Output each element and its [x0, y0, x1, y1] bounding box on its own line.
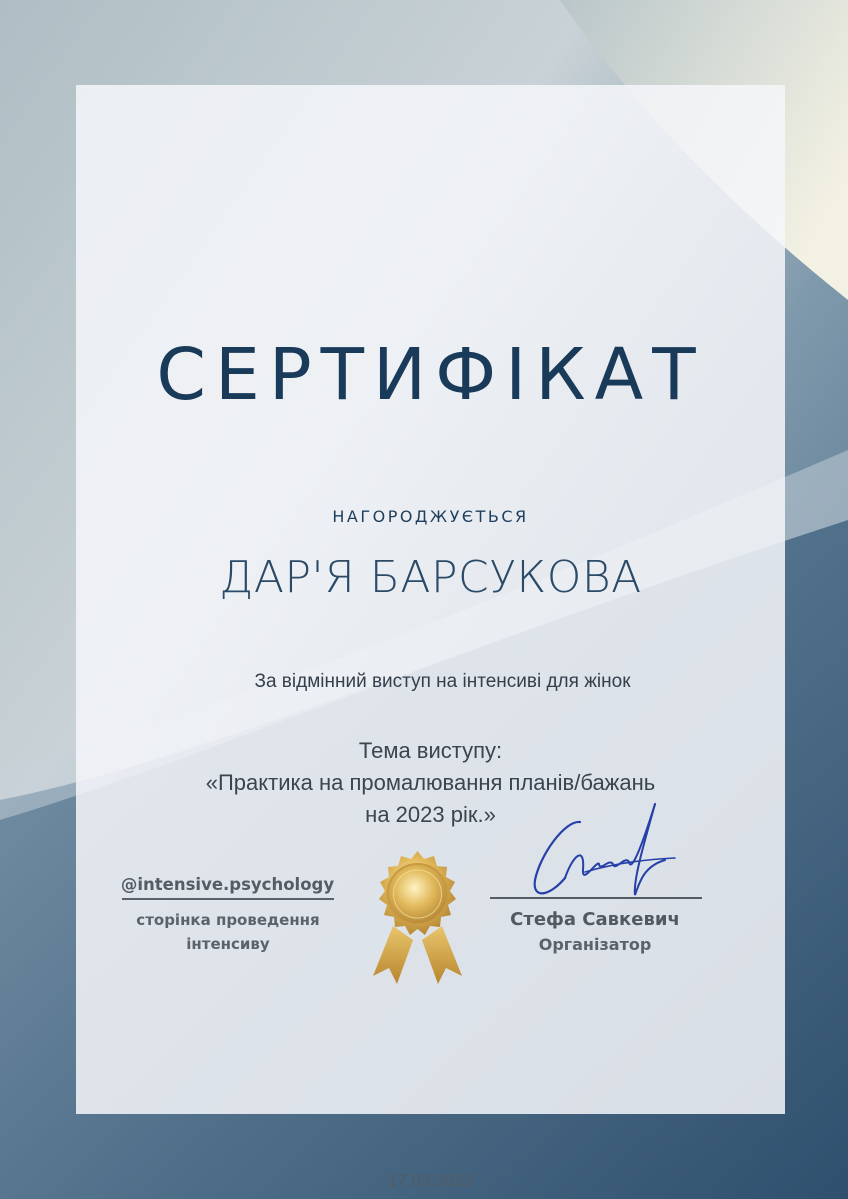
awarded-label: НАГОРОДЖУЄТЬСЯ — [332, 507, 529, 526]
topic-line-1: «Практика на промалювання планів/бажань — [205, 770, 656, 795]
handle-caption-line-1: сторінка проведення — [136, 911, 320, 929]
handle-caption-line-2: інтенсиву — [186, 935, 270, 953]
certificate-title: СЕРТИФІКАТ — [156, 333, 705, 416]
signer-name: Стефа Савкевич — [510, 909, 680, 930]
certificate-date: 17.02.2023 — [387, 1171, 474, 1190]
handle-underline — [122, 898, 334, 900]
handwritten-signature — [505, 800, 690, 910]
signature-line — [490, 897, 702, 899]
organizer-handle: @intensive.psychology — [120, 875, 335, 894]
handle-caption — [118, 908, 338, 956]
recipient-name: ДАР'Я БАРСУКОВА — [219, 552, 642, 603]
topic-label: Тема виступу: — [358, 738, 503, 763]
award-reason: За відмінний виступ на інтенсиві для жінок — [254, 671, 631, 692]
signer-role: Організатор — [538, 935, 652, 954]
topic-line-2: на 2023 рік.» — [365, 802, 496, 827]
gold-award-seal-icon — [355, 848, 480, 988]
